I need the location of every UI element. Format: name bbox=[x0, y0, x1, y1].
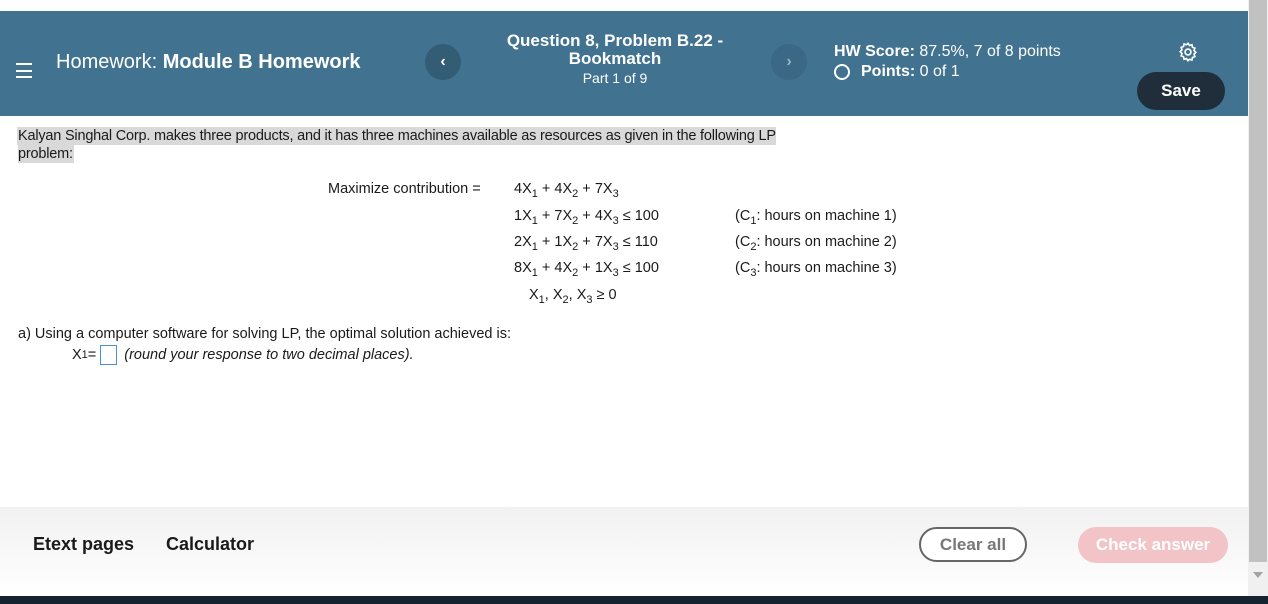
clear-all-button[interactable]: Clear all bbox=[919, 527, 1027, 562]
homework-title bbox=[56, 51, 361, 74]
hw-score-value: 87.5%, 7 of 8 points bbox=[919, 43, 1061, 60]
header-bar bbox=[0, 11, 1248, 116]
points-row bbox=[834, 62, 1061, 82]
score-panel bbox=[834, 42, 1061, 82]
answer-hint: (round your response to two decimal places). bbox=[124, 347, 414, 363]
check-answer-button[interactable]: Check answer bbox=[1078, 527, 1228, 563]
objective-function: $4X_1 + 4X_2 + 7X_3$ bbox=[514, 181, 619, 200]
points-status-circle-icon bbox=[834, 64, 850, 80]
hamburger-menu-icon[interactable] bbox=[16, 63, 32, 78]
answer-row: X 1 = (round your response to two decimal places). bbox=[72, 347, 414, 363]
hw-score bbox=[834, 42, 1061, 62]
part-a-prompt: a) Using a computer software for solving LP, the optimal solution achieved is: bbox=[18, 326, 511, 342]
scrollbar-thumb[interactable] bbox=[1249, 0, 1267, 562]
calculator-link[interactable]: Calculator bbox=[166, 534, 255, 554]
problem-intro-text: Kalyan Singhal Corp. makes three products, and it has three machines available as resources as given in the following LP problem: bbox=[18, 128, 776, 162]
hw-score-label: HW Score: bbox=[834, 43, 915, 60]
chevron-right-icon: › bbox=[786, 53, 792, 70]
homework-prefix: Homework: bbox=[56, 51, 158, 73]
scroll-down-arrow-icon[interactable] bbox=[1253, 572, 1263, 578]
homework-name: Module B Homework bbox=[162, 51, 361, 73]
next-question-button[interactable] bbox=[771, 44, 807, 80]
objective-label: Maximize contribution = bbox=[328, 181, 481, 197]
constraint-3-label: ($C_3$: hours on machine 3) bbox=[735, 260, 897, 279]
constraint-1: $1X_1 + 7X_2 + 4X_3 \le 100$ bbox=[514, 208, 659, 227]
question-title: Question 8, Problem B.22 - Bookmatch bbox=[506, 31, 724, 68]
answer-input-x1[interactable] bbox=[100, 345, 117, 365]
constraint-2-label: ($C_2$: hours on machine 2) bbox=[735, 234, 897, 253]
constraint-2: $2X_1 + 1X_2 + 7X_3 \le 110$ bbox=[514, 234, 658, 253]
points-value: 0 of 1 bbox=[919, 63, 960, 80]
previous-question-button[interactable] bbox=[425, 44, 461, 80]
nonnegativity-constraint: $X_1$, $X_2$, $X_3 \ge 0$ bbox=[529, 287, 617, 306]
chevron-left-icon: ‹ bbox=[440, 53, 446, 70]
answer-equals: = bbox=[87, 347, 97, 363]
constraint-3: $8X_1 + 4X_2 + 1X_3 \le 100$ bbox=[514, 260, 659, 279]
points-label: Points: bbox=[861, 63, 916, 80]
question-info bbox=[482, 32, 748, 88]
constraint-1-label: ($C_1$: hours on machine 1) bbox=[735, 208, 897, 227]
footer-bar bbox=[0, 507, 1248, 596]
answer-variable: X bbox=[72, 347, 82, 363]
top-strip bbox=[0, 0, 1248, 11]
question-part: Part 1 of 9 bbox=[582, 70, 648, 86]
vertical-scrollbar[interactable] bbox=[1248, 0, 1268, 596]
problem-intro bbox=[18, 127, 813, 163]
bottom-taskbar-strip bbox=[0, 596, 1268, 604]
gear-icon[interactable] bbox=[1177, 41, 1199, 63]
etext-pages-link[interactable]: Etext pages bbox=[33, 534, 135, 554]
save-button[interactable]: Save bbox=[1137, 72, 1225, 110]
